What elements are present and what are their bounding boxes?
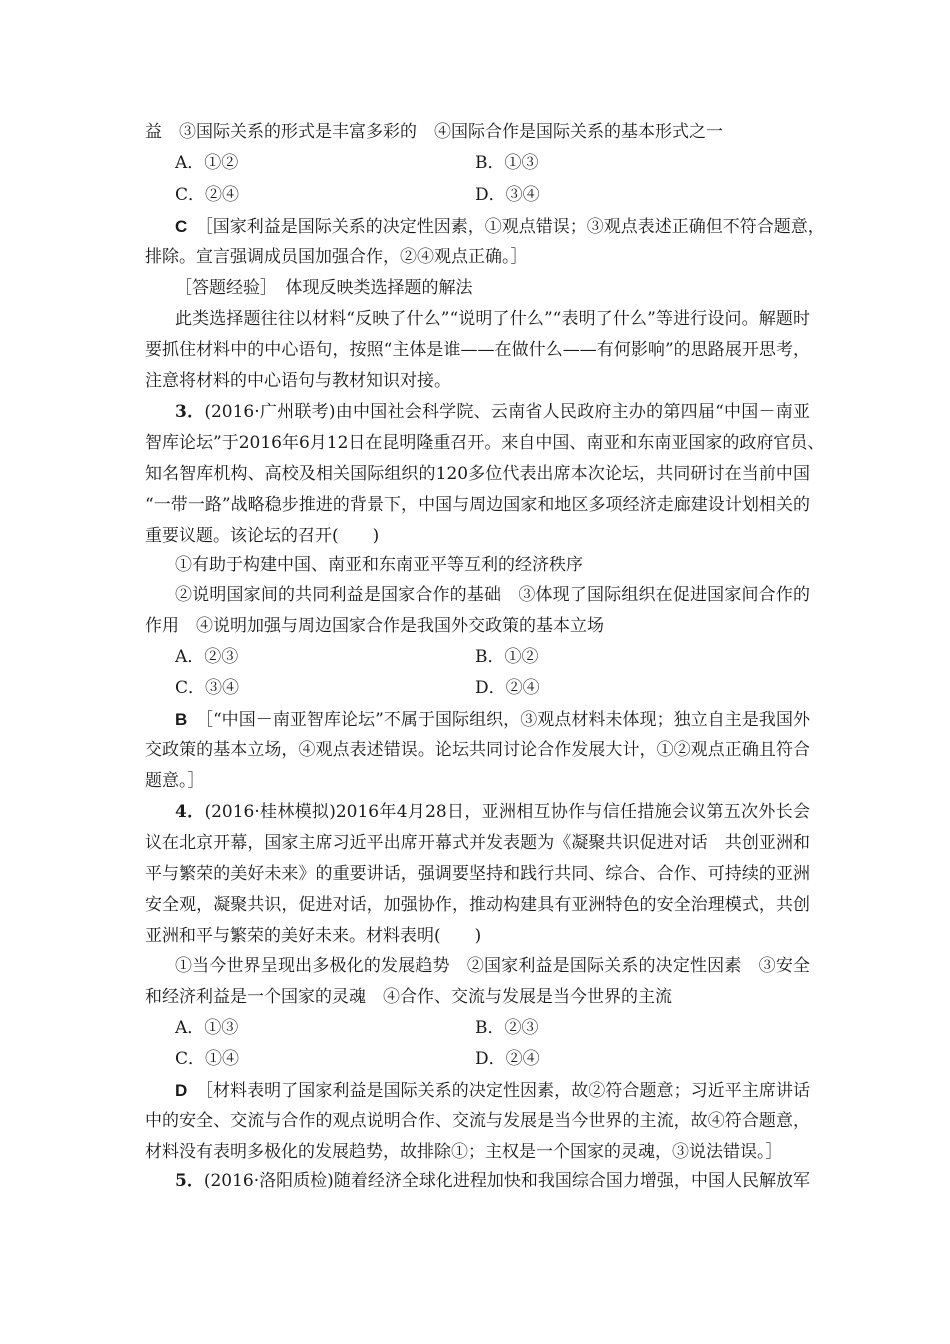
q5-stem-line-1: [175, 1166, 810, 1197]
q2-answer-line-2: 排除。宣言强调成员国加强合作，②④观点正确。］: [145, 247, 528, 267]
q3-option-c: C．③④: [175, 678, 240, 698]
q4-stem-line-5: 亚洲和平与繁荣的美好未来。材料表明( ): [145, 926, 482, 946]
q4-stem-line-3: 平与繁荣的美好未来》的重要讲话，强调要坚持和践行共同、综合、合作、可持续的亚洲: [145, 864, 810, 884]
q4-option-b: B．②③: [475, 1018, 539, 1038]
q4-item-line-1: ①当今世界呈现出多极化的发展趋势 ②国家利益是国际关系的决定性因素 ③安全: [175, 956, 810, 976]
q3-stem-text-1: (2016·广州联考)由中国社会科学院、云南省人民政府主办的第四届“中国－南亚: [204, 402, 810, 422]
q3-option-d: D．②④: [475, 678, 540, 698]
q2-answer-text-1: ［国家利益是国际关系的决定性因素，①观点错误；③观点表述正确但不符合题意，: [204, 217, 825, 237]
tip-title: ［答题经验］ 体现反映类选择题的解法: [175, 278, 473, 298]
q4-stem-line-2: 议在北京开幕，国家主席习近平出席开幕式并发表题为《凝聚共识促进对话 共创亚洲和: [145, 833, 810, 853]
q4-answer-line-1: [175, 1075, 810, 1106]
q5-number: 5．: [175, 1171, 204, 1191]
q4-answer-letter: D: [175, 1081, 188, 1100]
q3-option-a: A．②③: [175, 647, 239, 667]
q3-answer-letter: B: [175, 710, 188, 729]
q2-answer-line-1: [175, 211, 825, 242]
q4-answer-line-2: 中的安全、交流与合作的观点说明合作、交流与发展是当今世界的主流，故④符合题意，: [145, 1111, 810, 1131]
q3-answer-text-1: ［“中国－南亚智库论坛”不属于国际组织，③观点材料未体现；独立自主是我国外: [204, 710, 811, 730]
q4-item-line-2: 和经济利益是一个国家的灵魂 ④合作、交流与发展是当今世界的主流: [145, 987, 672, 1007]
q2-answer-letter: C: [175, 217, 188, 236]
q4-answer-line-3: 材料没有表明多极化的发展趋势，故排除①；主权是一个国家的灵魂，③说法错误。］: [145, 1142, 783, 1162]
q4-stem-line-1: [175, 797, 810, 828]
q3-item-1: ①有助于构建中国、南亚和东南亚平等互利的经济秩序: [175, 555, 583, 575]
q4-stem-text-1: (2016·桂林模拟)2016年4月28日，亚洲相互协作与信任措施会议第五次外长会: [204, 802, 810, 822]
q4-number: 4．: [175, 802, 205, 822]
q4-option-c: C．①④: [175, 1049, 240, 1069]
q3-option-b: B．①②: [475, 647, 539, 667]
tip-line-1: 此类选择题往往以材料“反映了什么”“说明了什么”“表明了什么”等进行设问。解题时: [175, 309, 810, 329]
q3-answer-line-3: 题意。］: [145, 771, 205, 791]
q3-answer-line-1: [175, 704, 810, 735]
q2-option-b: B．①③: [475, 153, 539, 173]
q3-stem-line-3: 知名智库机构、高校及相关国际组织的120多位代表出席本次论坛，共同研讨在当前中国: [145, 464, 810, 484]
q2-stem-tail: 益 ③国际关系的形式是丰富多彩的 ④国际合作是国际关系的基本形式之一: [145, 122, 723, 142]
q3-stem-line-1: [175, 397, 810, 428]
q3-item-2-line-1: ②说明国家间的共同利益是国家合作的基础 ③体现了国际组织在促进国家间合作的: [175, 585, 810, 605]
q3-number: 3．: [175, 402, 205, 422]
q3-item-2-line-2: 作用 ④说明加强与周边国家合作是我国外交政策的基本立场: [145, 616, 604, 636]
tip-line-3: 注意将材料的中心语句与教材知识对接。: [145, 371, 451, 391]
q4-stem-line-4: 安全观，凝聚共识，促进对话，加强协作，推动构建具有亚洲特色的安全治理模式，共创: [145, 895, 810, 915]
tip-line-2: 要抓住材料中的中心语句，按照“主体是谁——在做什么——有何影响”的思路展开思考，: [145, 340, 810, 360]
q2-option-a: A．①②: [175, 153, 239, 173]
q5-stem-text-1: (2016·洛阳质检)随着经济全球化进程加快和我国综合国力增强，中国人民解放军: [203, 1171, 810, 1191]
q3-stem-line-4: “一带一路”战略稳步推进的背景下，中国与周边国家和地区多项经济走廊建设计划相关的: [145, 495, 810, 515]
q4-option-a: A．①③: [175, 1018, 239, 1038]
q2-option-d: D．③④: [475, 185, 540, 205]
q4-answer-text-1: ［材料表明了国家利益是国际关系的决定性因素，故②符合题意；习近平主席讲话: [204, 1081, 811, 1101]
q3-answer-line-2: 交政策的基本立场，④观点表述错误。论坛共同讨论合作发展大计，①②观点正确且符合: [145, 740, 810, 760]
q3-stem-line-2: 智库论坛”于2016年6月12日在昆明隆重召开。来自中国、南亚和东南亚国家的政府官员、: [145, 433, 825, 453]
q4-option-d: D．②④: [475, 1049, 540, 1069]
q2-option-c: C．②④: [175, 185, 240, 205]
q3-stem-line-5: 重要议题。该论坛的召开( ): [145, 526, 380, 546]
